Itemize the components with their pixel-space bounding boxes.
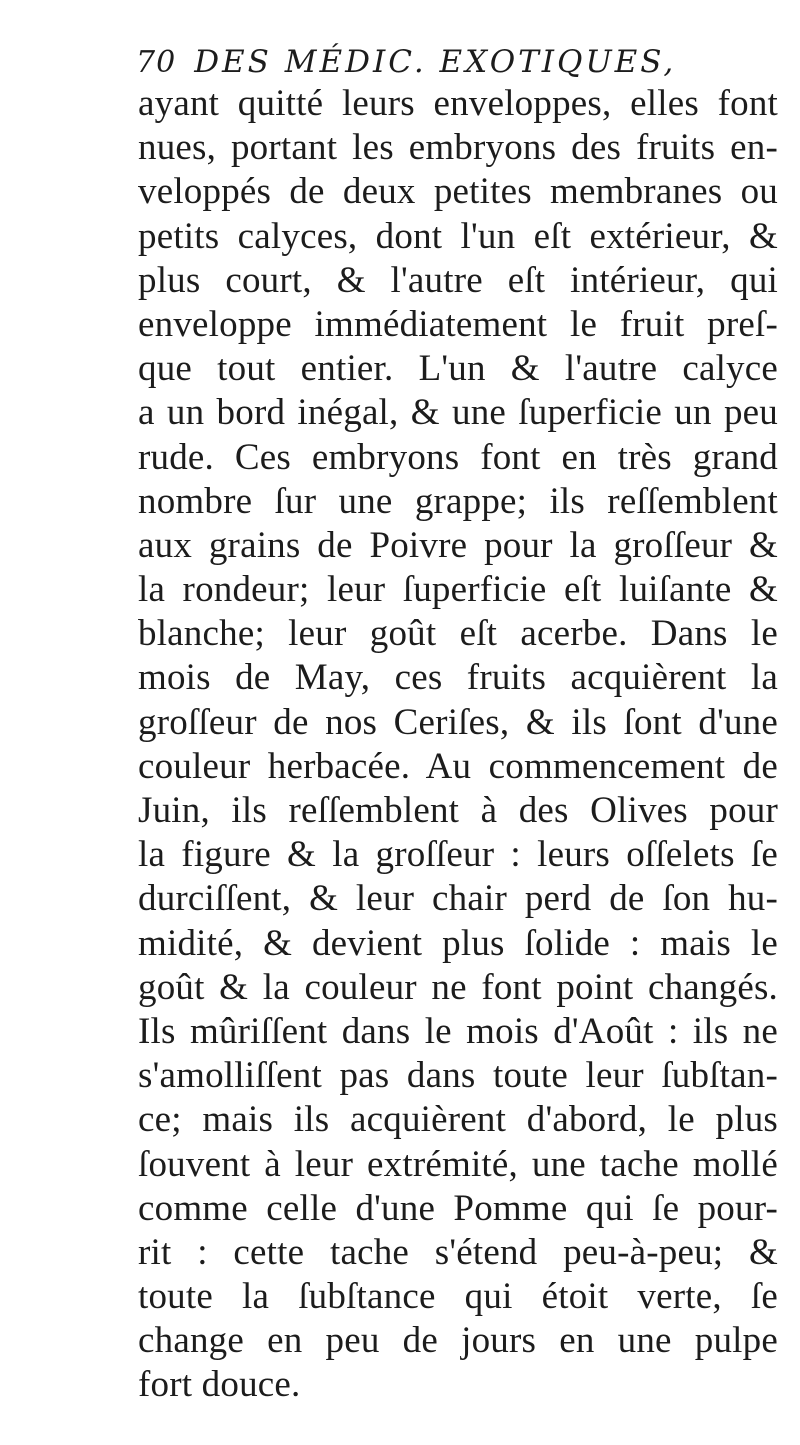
text-line: petits calyces, dont l'un eſt extérieur, & <box>138 215 778 257</box>
text-line: nues, portant les embryons des fruits en- <box>138 127 778 169</box>
text-line: Juin, ils reſſemblent à des Olives pour <box>138 790 778 831</box>
text-line: aux grains de Poivre pour la groſſeur & <box>138 524 778 566</box>
text-line: rit : cette tache s'étend peu-à-peu; & <box>138 1231 778 1273</box>
text-line: Ils mûriſſent dans le mois d'Août : ils ne <box>138 1010 778 1052</box>
text-line: nombre ſur une grappe; ils reſſemblent <box>138 480 778 522</box>
text-line: toute la ſubſtance qui étoit verte, ſe <box>138 1276 778 1318</box>
text-line: plus court, & l'autre eſt intérieur, qui <box>138 259 778 301</box>
text-line: fort douce. <box>138 1364 301 1406</box>
text-line: durciſſent, & leur chair perd de ſon hu- <box>138 878 778 920</box>
text-line: s'amolliſſent pas dans toute leur ſubſtan- <box>138 1055 778 1097</box>
text-line: goût & la couleur ne font point changés. <box>138 966 778 1008</box>
text-line: la figure & la groſſeur : leurs oſſelets ſe <box>138 834 778 876</box>
text-line: couleur herbacée. Au commencement de <box>138 745 778 787</box>
text-line: ce; mais ils acquièrent d'abord, le plus <box>138 1099 778 1141</box>
text-line: ſouvent à leur extrémité, une tache mollé <box>138 1143 778 1185</box>
running-title: DES MÉDIC. EXOTIQUES, <box>194 44 677 80</box>
text-line: que tout entier. L'un & l'autre calyce <box>138 348 778 390</box>
text-line: mois de May, ces fruits acquièrent la <box>138 657 778 699</box>
text-line: blanche; leur goût eſt acerbe. Dans le <box>138 613 778 655</box>
text-line: comme celle d'une Pomme qui ſe pour- <box>138 1187 778 1229</box>
text-line: enveloppe immédiatement le fruit preſ- <box>138 303 778 345</box>
text-line: a un bord inégal, & une ſuperficie un peu <box>138 392 778 434</box>
page-number: 70 <box>136 45 177 80</box>
body-text <box>138 82 778 1408</box>
text-line: change en peu de jours en une pulpe <box>138 1320 778 1362</box>
text-line: groſſeur de nos Ceriſes, & ils ſont d'une <box>138 701 778 743</box>
text-line: rude. Ces embryons font en très grand <box>138 436 778 478</box>
text-line: ayant quitté leurs enveloppes, elles font <box>138 83 778 124</box>
text-line: la rondeur; leur ſuperficie eſt luiſante & <box>138 569 778 611</box>
text-line: veloppés de deux petites membranes ou <box>138 171 778 213</box>
text-line: midité, & devient plus ſolide : mais le <box>138 922 778 964</box>
